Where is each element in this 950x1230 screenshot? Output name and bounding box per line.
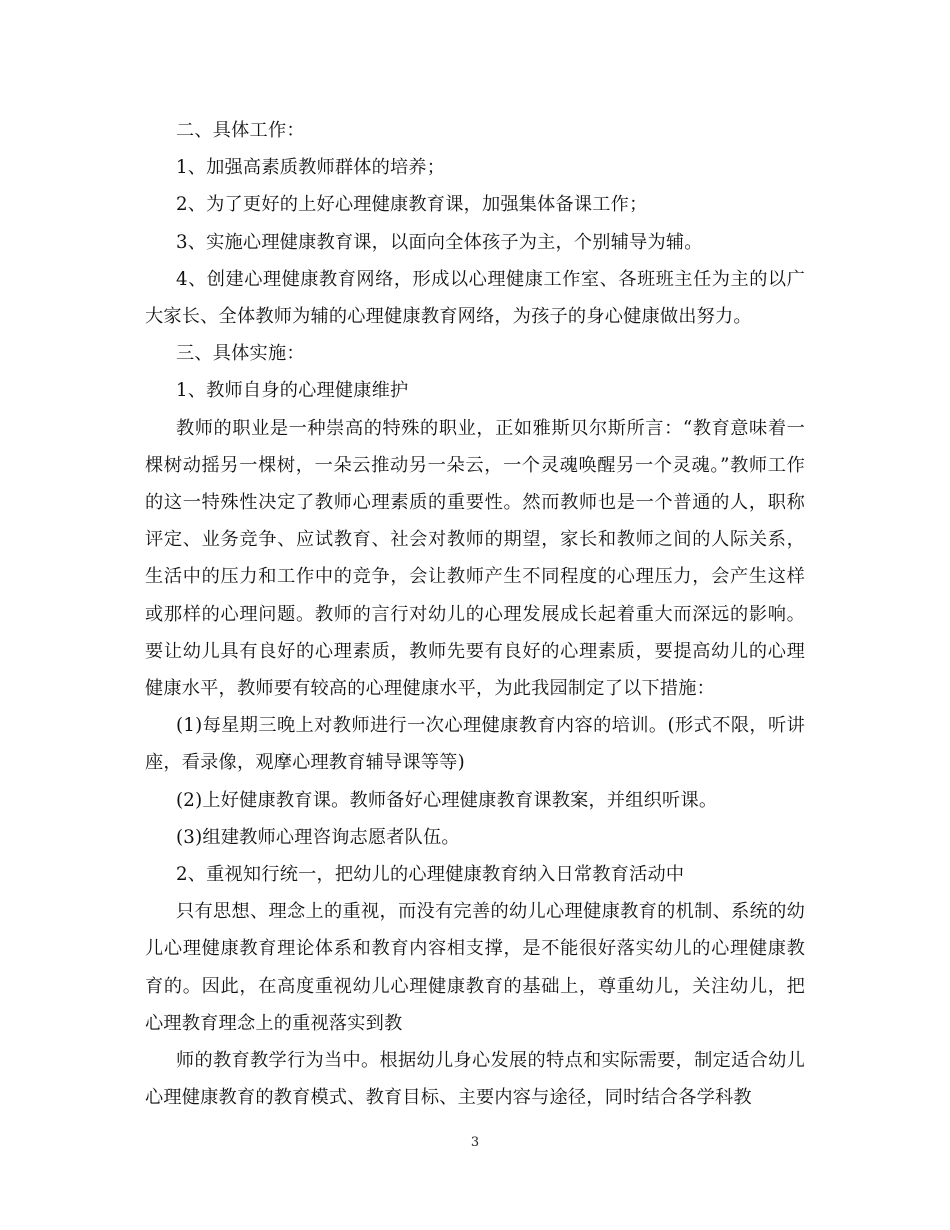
document-body [145, 112, 805, 1116]
list-item-2: 2、为了更好的上好心理健康教育课，加强集体备课工作； [176, 194, 648, 216]
subheading-knowledge-action: 2、重视知行统一，把幼儿的心理健康教育纳入日常教育活动中 [176, 864, 685, 886]
paragraph-teacher-profession: 教师的职业是一种崇高的特殊的职业，正如雅斯贝尔斯所言：“教育意味着一棵树动摇另一棵树，一朵云推动另一朵云，一个灵魂唤醒另一个灵魂。”教师工作的这一特殊性决定了教师心理素质的重要性。然而教师也是一个普通的人，职称评定、业务竞争、应试教育、社会对教师的期望，家长和教师之间的人际关系，生活中的压力和工作中的竞争，会让教师产生不同程度的心理压力，会产生这样或那样的心理问题。教师的言行对幼儿的心理发展成长起着重大而深远的影响。要让幼儿具有良好的心理素质，教师先要有良好的心理素质，要提高幼儿的心理健康水平，教师要有较高的心理健康水平，为此我园制定了以下措施： [145, 417, 805, 700]
measure-item-2: (2)上好健康教育课。教师备好心理健康教育课教案，并组织听课。 [176, 789, 718, 811]
subheading-teacher-health: 1、教师自身的心理健康维护 [176, 380, 409, 402]
list-item-1: 1、加强高素质教师群体的培养； [176, 157, 446, 179]
paragraph-mechanism: 只有思想、理念上的重视，而没有完善的幼儿心理健康教育的机制、系统的幼儿心理健康教育理论体系和教育内容相支撑，是不能很好落实幼儿的心理健康教育的。因此，在高度重视幼儿心理健康教育的基础上，尊重幼儿，关注幼儿，把心理教育理念上的重视落实到教 [145, 901, 805, 1034]
page-number: 3 [470, 1135, 480, 1150]
paragraph-teaching-behavior: 师的教育教学行为当中。根据幼儿身心发展的特点和实际需要，制定适合幼儿心理健康教育的教育模式、教育目标、主要内容与途径，同时结合各学科教 [145, 1050, 805, 1109]
section-heading-specific-work: 二、具体工作： [176, 120, 305, 141]
measure-item-3: (3)组建教师心理咨询志愿者队伍。 [176, 826, 460, 848]
list-item-4: 4、创建心理健康教育网络，形成以心理健康工作室、各班班主任为主的以广大家长、全体教师为辅的心理健康教育网络，为孩子的身心健康做出努力。 [145, 268, 805, 328]
section-heading-implementation: 三、具体实施： [176, 343, 305, 365]
measure-item-1: (1)每星期三晚上对教师进行一次心理健康教育内容的培训。(形式不限，听讲座，看录像，观摩心理教育辅导课等等) [145, 715, 805, 774]
list-item-3: 3、实施心理健康教育课，以面向全体孩子为主，个别辅导为辅。 [176, 231, 703, 253]
